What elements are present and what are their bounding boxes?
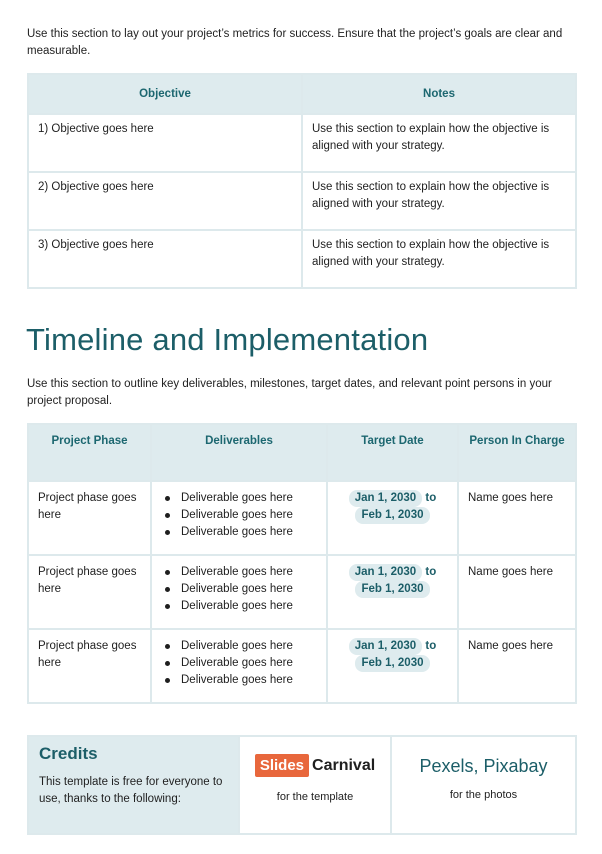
table-row (28, 230, 576, 288)
phase-cell: Project phase goes here (28, 555, 151, 629)
table-row (28, 555, 576, 629)
credits-table (27, 735, 577, 835)
list-item: Deliverable goes here (175, 655, 317, 672)
table-row (28, 114, 576, 172)
end-date-chip: Feb 1, 2030 (355, 507, 429, 524)
phase-column-header: Project Phase (28, 424, 151, 481)
list-item: Deliverable goes here (175, 598, 317, 615)
list-item: Deliverable goes here (175, 672, 317, 689)
person-column-header: Person In Charge (458, 424, 576, 481)
objectives-header-row (28, 74, 576, 114)
credits-title: Credits (39, 744, 98, 763)
end-date-chip: Feb 1, 2030 (355, 655, 429, 672)
timeline-intro: Use this section to outline key deliverables, milestones, target dates, and relevant point persons in your project proposal. (27, 378, 552, 407)
slidescarnival-logo[interactable] (255, 754, 375, 777)
timeline-section-title: Timeline and Implementation (26, 322, 429, 357)
deliverables-list (161, 638, 317, 689)
list-item: Deliverable goes here (175, 581, 317, 598)
person-cell: Name goes here (458, 629, 576, 703)
template-credit-cell (239, 736, 391, 834)
list-item: Deliverable goes here (175, 638, 317, 655)
target-date-cell (327, 481, 458, 555)
start-date-chip: Jan 1, 2030 (349, 564, 422, 581)
photos-caption: for the photos (449, 789, 518, 801)
credits-text: This template is free for everyone to use, thanks to the following: (39, 776, 223, 805)
notes-column-header: Notes (302, 74, 576, 114)
person-cell: Name goes here (458, 555, 576, 629)
person-cell: Name goes here (458, 481, 576, 555)
phase-cell: Project phase goes here (28, 481, 151, 555)
template-caption: for the template (276, 791, 354, 803)
logo-slides-box: Slides (255, 754, 309, 777)
start-date-chip: Jan 1, 2030 (349, 490, 422, 507)
phase-cell: Project phase goes here (28, 629, 151, 703)
notes-cell: Use this section to explain how the objective is aligned with your strategy. (302, 230, 576, 288)
metrics-intro: Use this section to lay out your project’s metrics for success. Ensure that the project’s goals are clear and measurable. (27, 28, 563, 57)
target-date-cell (327, 629, 458, 703)
deliverables-column-header: Deliverables (151, 424, 327, 481)
list-item: Deliverable goes here (175, 507, 317, 524)
credits-main-cell (28, 736, 239, 834)
photos-source-link[interactable]: Pexels, Pixabay (419, 756, 548, 776)
logo-carnival-text: Carnival (312, 757, 376, 774)
objectives-table (27, 73, 577, 289)
deliverables-cell (151, 629, 327, 703)
deliverables-list (161, 490, 317, 541)
target-date-cell (327, 555, 458, 629)
list-item: Deliverable goes here (175, 524, 317, 541)
deliverables-cell (151, 481, 327, 555)
date-range-separator: to (425, 640, 437, 652)
deliverables-cell (151, 555, 327, 629)
date-range-separator: to (425, 566, 437, 578)
deliverables-list (161, 564, 317, 615)
notes-cell: Use this section to explain how the objective is aligned with your strategy. (302, 114, 576, 172)
objective-cell: 1) Objective goes here (28, 114, 302, 172)
objective-cell: 3) Objective goes here (28, 230, 302, 288)
end-date-chip: Feb 1, 2030 (355, 581, 429, 598)
timeline-table (27, 423, 577, 704)
credits-row (28, 736, 576, 834)
list-item: Deliverable goes here (175, 564, 317, 581)
table-row (28, 172, 576, 230)
list-item: Deliverable goes here (175, 490, 317, 507)
photos-credit-cell (391, 736, 576, 834)
timeline-header-row (28, 424, 576, 481)
table-row (28, 629, 576, 703)
table-row (28, 481, 576, 555)
notes-cell: Use this section to explain how the objective is aligned with your strategy. (302, 172, 576, 230)
date-range-separator: to (425, 492, 437, 504)
objective-column-header: Objective (28, 74, 302, 114)
target-date-column-header: Target Date (327, 424, 458, 481)
objective-cell: 2) Objective goes here (28, 172, 302, 230)
start-date-chip: Jan 1, 2030 (349, 638, 422, 655)
